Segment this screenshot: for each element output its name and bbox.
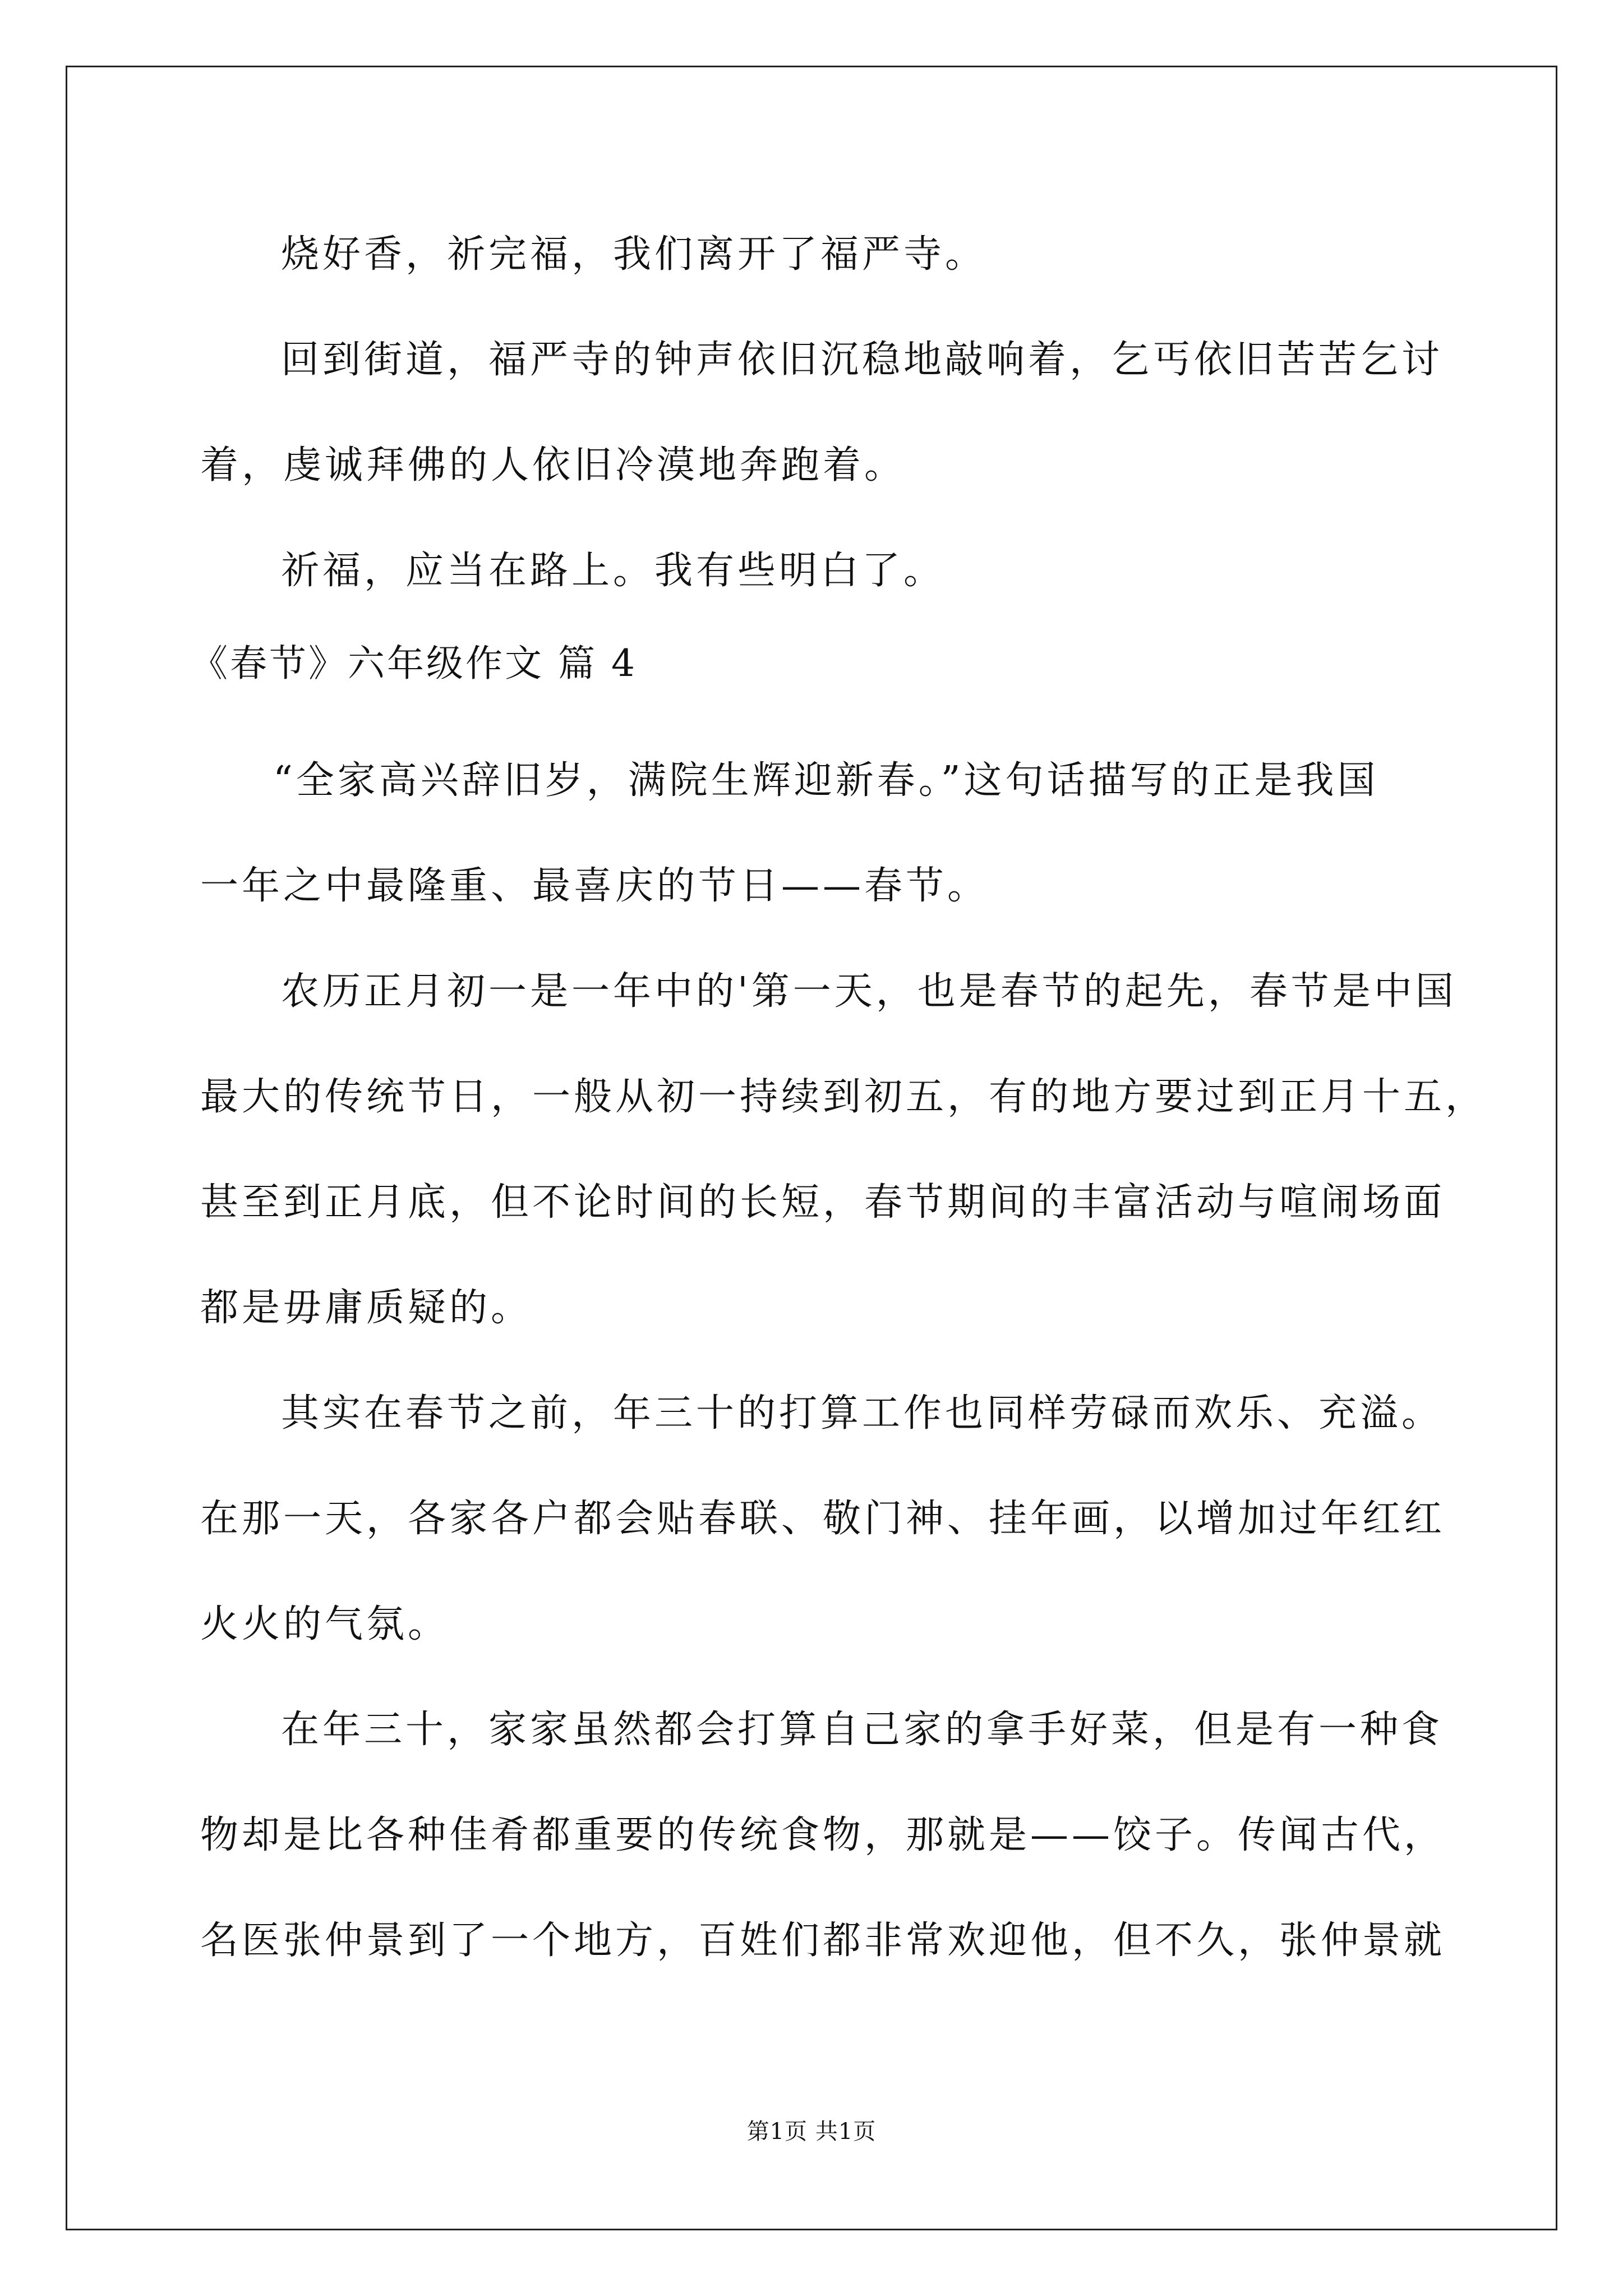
paragraph-line: 一年之中最隆重、最喜庆的节日——春节。 — [200, 864, 989, 908]
page-border — [66, 66, 1557, 2230]
paragraph-line: 最大的传统节日，一般从初一持续到初五，有的地方要过到正月十五， — [200, 1075, 1487, 1119]
paragraph-line: 火火的气氛。 — [200, 1602, 450, 1646]
paragraph-line: 回到街道，福严寺的钟声依旧沉稳地敲响着，乞丐依旧苦苦乞讨 — [281, 338, 1444, 382]
paragraph-line: 物却是比各种佳肴都重要的传统食物，那就是——饺子。传闻古代， — [200, 1813, 1446, 1857]
paragraph-line: 农历正月初一是一年中的'第一天，也是春节的起先，春节是中国 — [281, 969, 1457, 1014]
paragraph-line: 祈福，应当在路上。我有些明白了。 — [281, 549, 946, 593]
paragraph-line: 甚至到正月底，但不论时间的长短，春节期间的丰富活动与喧闹场面 — [200, 1180, 1446, 1225]
paragraph-line: 名医张仲景到了一个地方，百姓们都非常欢迎他，但不久，张仲景就 — [200, 1918, 1446, 1963]
page-footer: 第1页 共1页 — [746, 2119, 877, 2145]
paragraph-line: 在年三十，家家虽然都会打算自己家的拿手好菜，但是有一种食 — [281, 1708, 1444, 1752]
paragraph-line: 其实在春节之前，年三十的打算工作也同样劳碌而欢乐、充溢。 — [281, 1391, 1444, 1435]
section-heading: 《春节》六年级作文 篇 4 — [191, 642, 637, 685]
paragraph-line: 烧好香，祈完福，我们离开了福严寺。 — [281, 232, 987, 277]
paragraph-line: 在那一天，各家各户都会贴春联、敬门神、挂年画，以增加过年红红 — [200, 1497, 1446, 1541]
paragraph-line: 着，虔诚拜佛的人依旧冷漠地奔跑着。 — [200, 443, 906, 487]
paragraph-line: “全家高兴辞旧岁，满院生辉迎新春。”这句话描写的正是我国 — [273, 758, 1379, 803]
paragraph-line: 都是毋庸质疑的。 — [200, 1286, 533, 1330]
